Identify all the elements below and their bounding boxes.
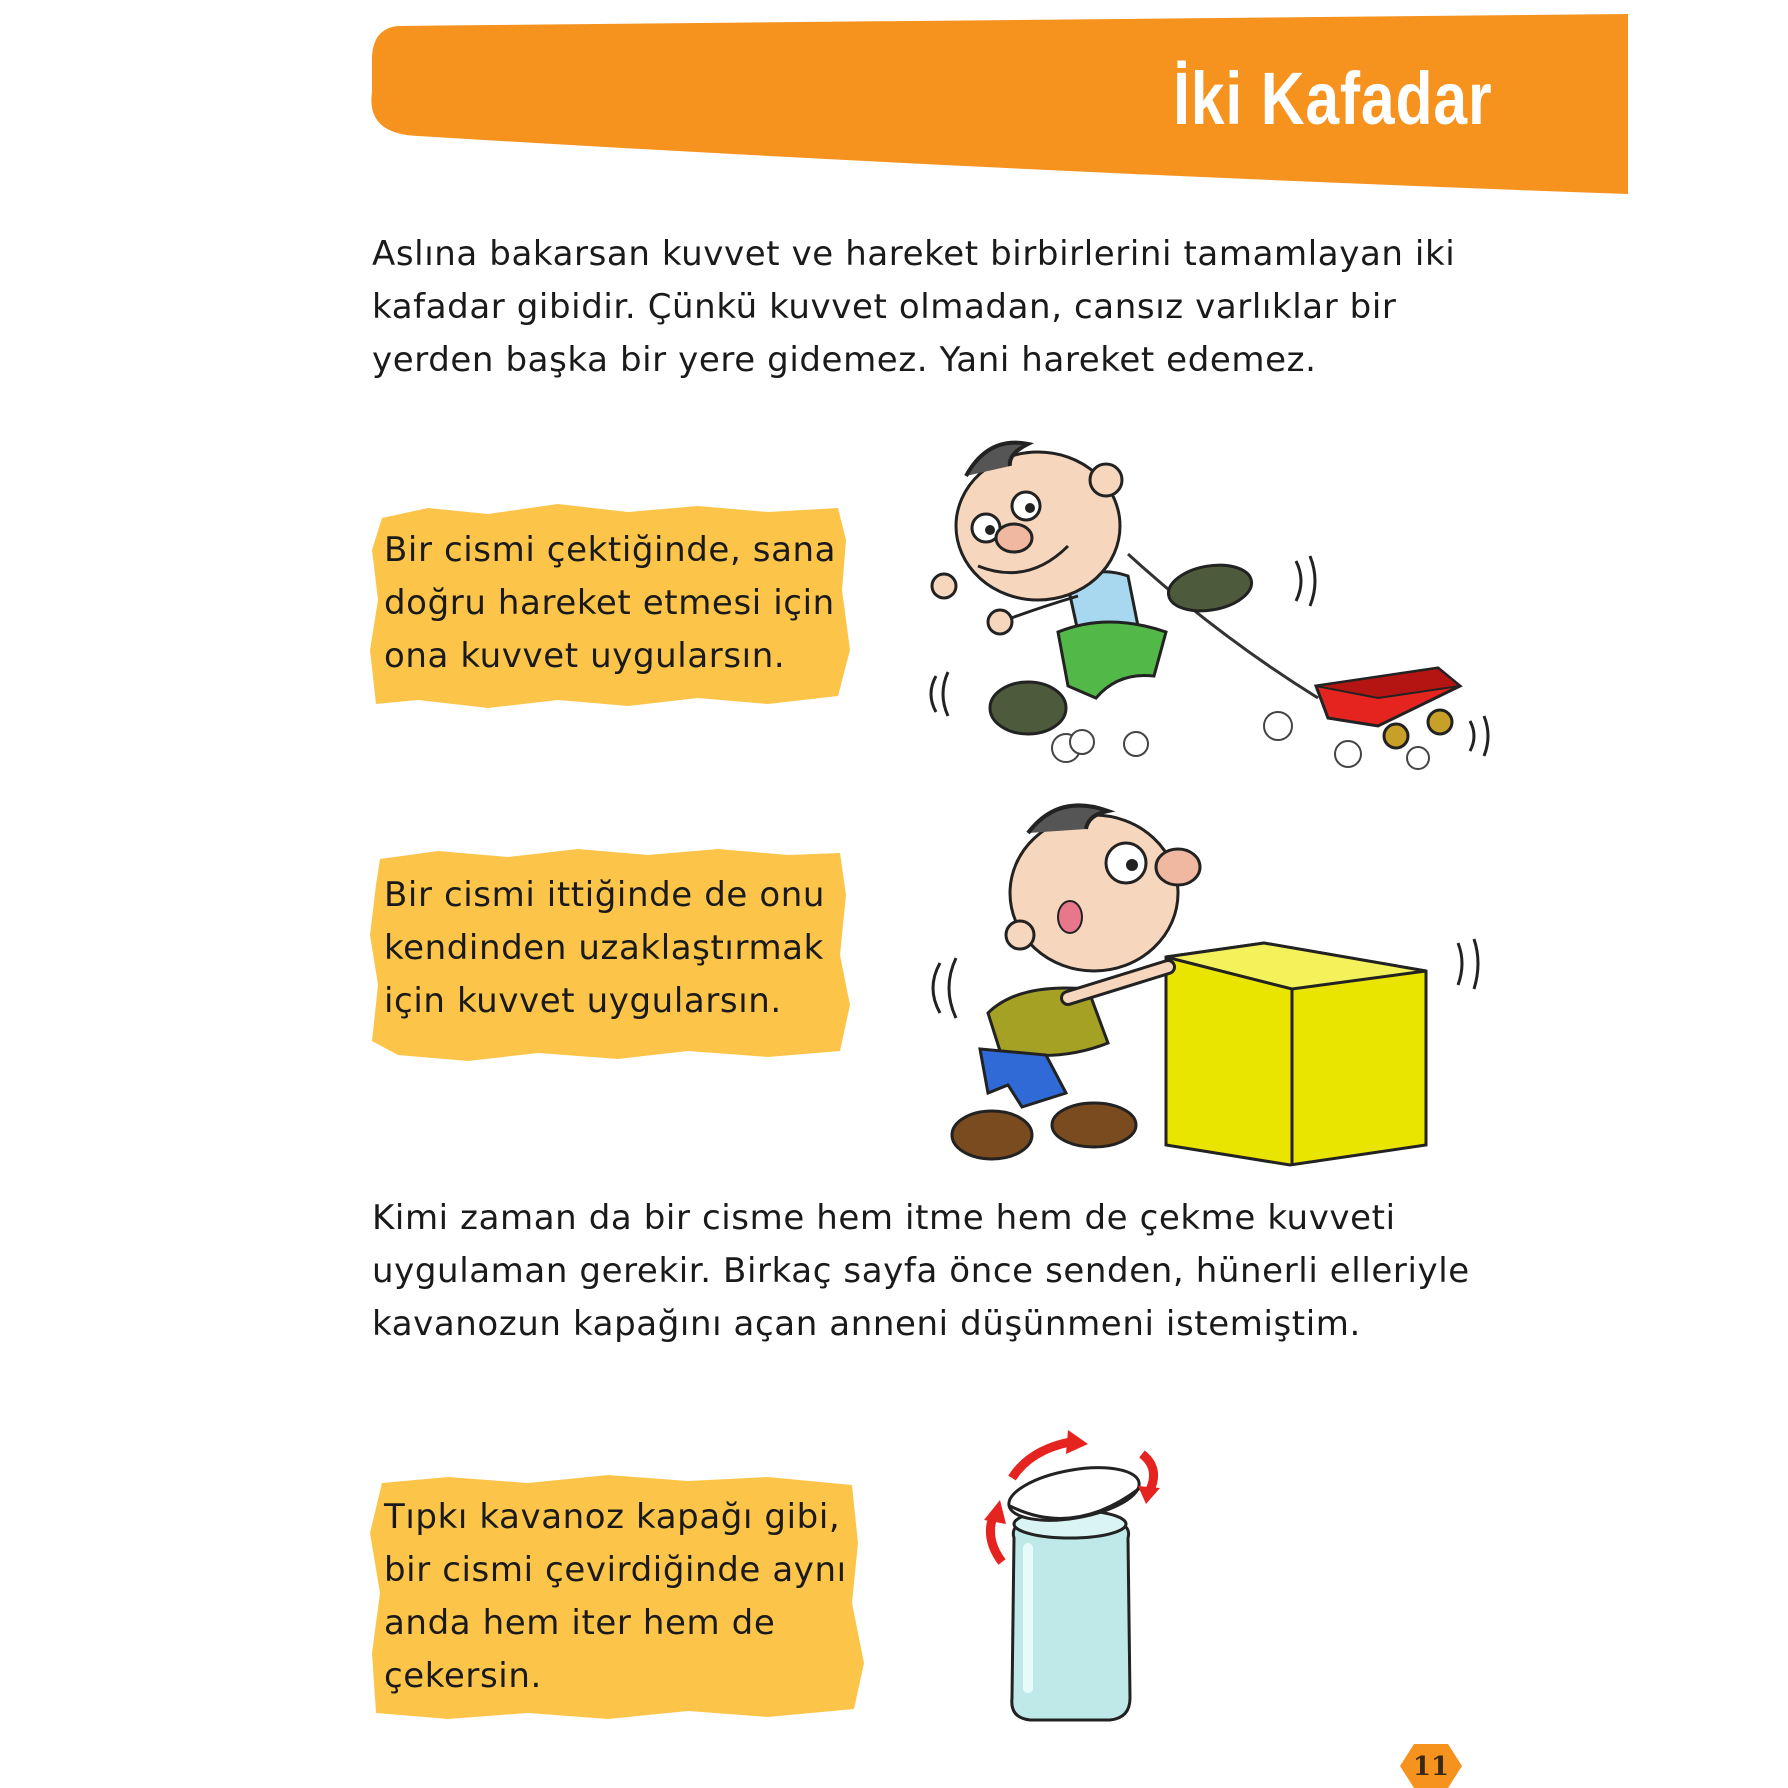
push-highlight-box (368, 845, 850, 1067)
twist-highlight-box (368, 1473, 868, 1723)
boy-pushing-box-illustration (918, 793, 1498, 1178)
intro-paragraph (372, 228, 1492, 387)
intro-line: Aslına bakarsan kuvvet ve hareket birbirlerini tamamlayan iki (372, 234, 1456, 274)
boy-pulling-wagon-illustration (918, 436, 1503, 776)
middle-line: uygulaman gerekir. Birkaç sayfa önce senden, hünerli elleriyle (372, 1251, 1470, 1291)
pull-box-line: doğru hareket etmesi için (384, 583, 835, 623)
jar-lid-rotation-illustration (970, 1428, 1180, 1728)
middle-paragraph (372, 1192, 1492, 1351)
page-number: 11 (1412, 1752, 1450, 1782)
intro-line: yerden başka bir yere gidemez. Yani hareket edemez. (372, 340, 1317, 380)
pull-box-line: ona kuvvet uygularsın. (384, 636, 786, 676)
page-number-badge (1400, 1742, 1462, 1788)
twist-box-line: bir cismi çevirdiğinde aynı (384, 1550, 847, 1590)
pull-highlight-box (368, 500, 850, 715)
push-box-line: için kuvvet uygularsın. (384, 981, 782, 1021)
intro-line: kafadar gibidir. Çünkü kuvvet olmadan, cansız varlıklar bir (372, 287, 1397, 327)
middle-line: Kimi zaman da bir cisme hem itme hem de çekme kuvveti (372, 1198, 1396, 1238)
middle-line: kavanozun kapağını açan anneni düşünmeni istemiştim. (372, 1304, 1361, 1344)
push-box-line: Bir cismi ittiğinde de onu (384, 875, 826, 915)
twist-box-line: Tıpkı kavanoz kapağı gibi, (384, 1497, 841, 1537)
pull-box-line: Bir cismi çektiğinde, sana (384, 530, 837, 570)
twist-box-line: çekersin. (384, 1656, 542, 1696)
page-title: İki Kafadar (1172, 57, 1492, 140)
push-box-line: kendinden uzaklaştırmak (384, 928, 824, 968)
twist-box-line: anda hem iter hem de (384, 1603, 776, 1643)
